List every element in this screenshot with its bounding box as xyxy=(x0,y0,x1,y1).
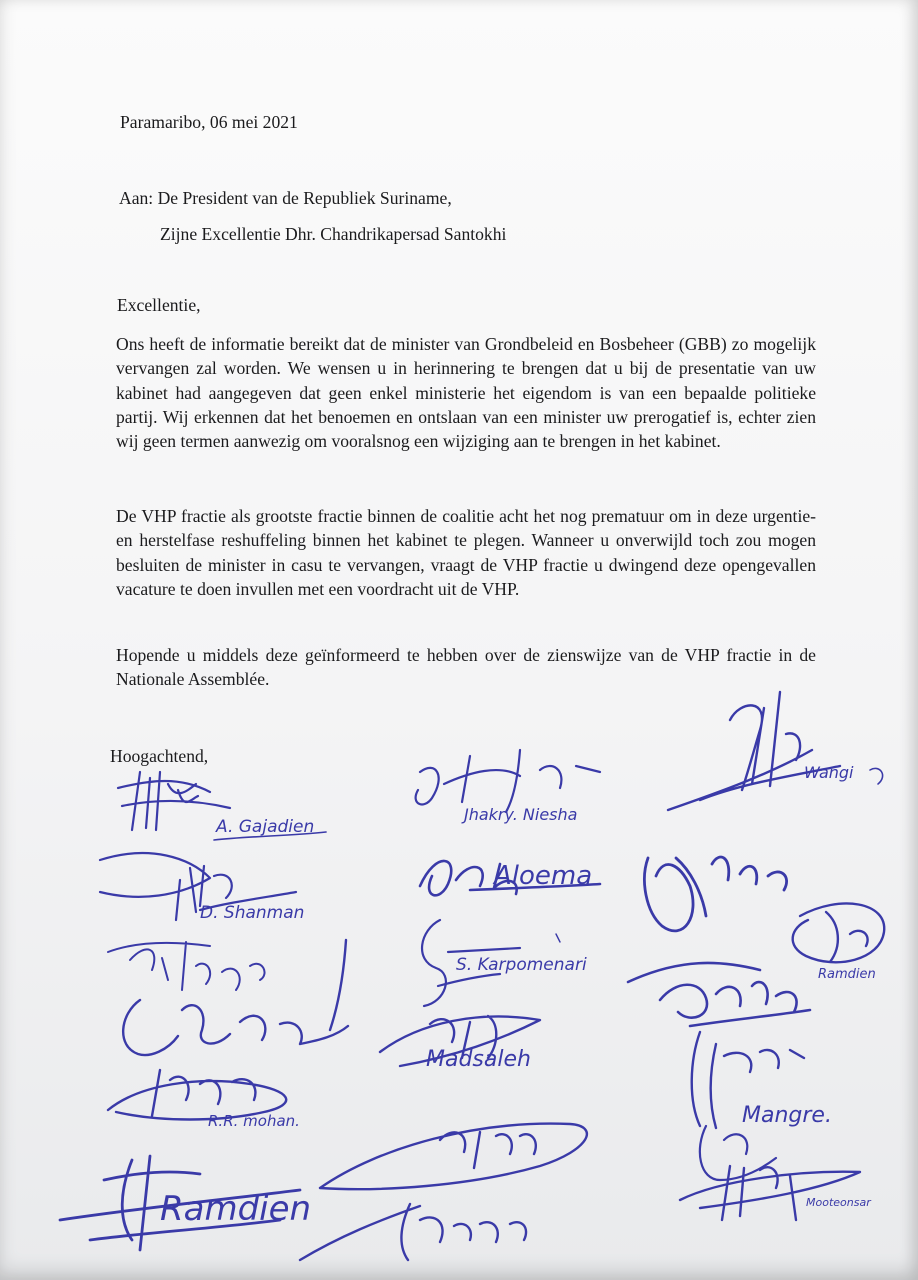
signature-jhakry xyxy=(416,750,600,824)
signature-small-left xyxy=(108,942,265,990)
recipient-name: Zijne Excellentie Dhr. Chandrikapersad Santokhi xyxy=(160,224,507,244)
signature-name-text: Ramdien xyxy=(818,967,876,982)
signature-name-text: Mangre. xyxy=(742,1103,832,1128)
signature-shanman xyxy=(100,853,304,923)
signature-loop-right xyxy=(644,857,786,931)
signature-name-text: D. Shanman xyxy=(200,903,305,923)
signature-name-text: Aloema xyxy=(494,861,593,891)
signature-aloema xyxy=(420,861,600,895)
signature-ramdien xyxy=(60,1156,311,1250)
signature-pam xyxy=(628,963,810,1026)
recipient-line: Aan: De President van de Republiek Suriname, xyxy=(119,188,452,208)
signature-name-text: S. Karpomenari xyxy=(456,955,587,975)
signature-mootoonsar xyxy=(680,1166,872,1220)
signature-wangi xyxy=(668,692,883,810)
signature-bottom-middle xyxy=(300,1204,526,1260)
signature-name-text: Wangi xyxy=(804,763,854,782)
signature-madsaleh xyxy=(380,1016,540,1072)
signature-name-text: A. Gajadien xyxy=(216,817,315,837)
salutation: Excellentie, xyxy=(117,295,201,315)
signature-parmessar xyxy=(123,940,348,1055)
signature-name-text: Madsaleh xyxy=(426,1047,531,1072)
signature-name-text: R.R. mohan. xyxy=(208,1112,300,1130)
signature-name-text: Jhakry. Niesha xyxy=(464,805,578,824)
signature-mohan xyxy=(108,1070,300,1130)
signature-gajadien xyxy=(118,772,326,840)
paragraph-2: De VHP fractie als grootste fractie binnen de coalitie acht het nog prematuur om in deze urgentie- en herstelfase reshuffeling binnen het kabinet te plegen. Wanneer u onverwijld toch zou mogen besluiten de minister in casu te vervangen, vraagt de VHP fractie u dwingend deze opengevallen vacature te doen invullen met een voordracht uit de VHP. xyxy=(116,506,816,599)
letter-date: Paramaribo, 06 mei 2021 xyxy=(120,112,298,132)
closing: Hoogachtend, xyxy=(110,746,209,766)
signature-karpomenari xyxy=(422,920,587,1006)
signature-ramdin-circle xyxy=(793,903,885,982)
signature-name-text: Ramdien xyxy=(160,1189,312,1229)
paragraph-3: Hopende u middels deze geïnformeerd te hebben over de zienswijze van de VHP fractie in de Nationale Assemblée. xyxy=(116,645,816,690)
signature-oval-middle xyxy=(320,1124,587,1190)
signature-name-text: Mooteonsar xyxy=(806,1196,871,1209)
paragraph-1: Ons heeft de informatie bereikt dat de minister van Grondbeleid en Bosbeheer (GBB) zo mogelijk vervangen zal worden. We wensen u in herinnering te brengen dat u bij de presentatie van uw kabinet had aangegeven dat geen enkel ministerie het eigendom is van een bepaalde politieke partij. Wij erkennen dat het benoemen en ontslaan van een minister uw prerogatief is, echter zien wij geen termen aanwezig om vooralsnog een wijziging aan te brengen in het kabinet. xyxy=(116,334,816,452)
signatures-block xyxy=(0,680,918,1280)
